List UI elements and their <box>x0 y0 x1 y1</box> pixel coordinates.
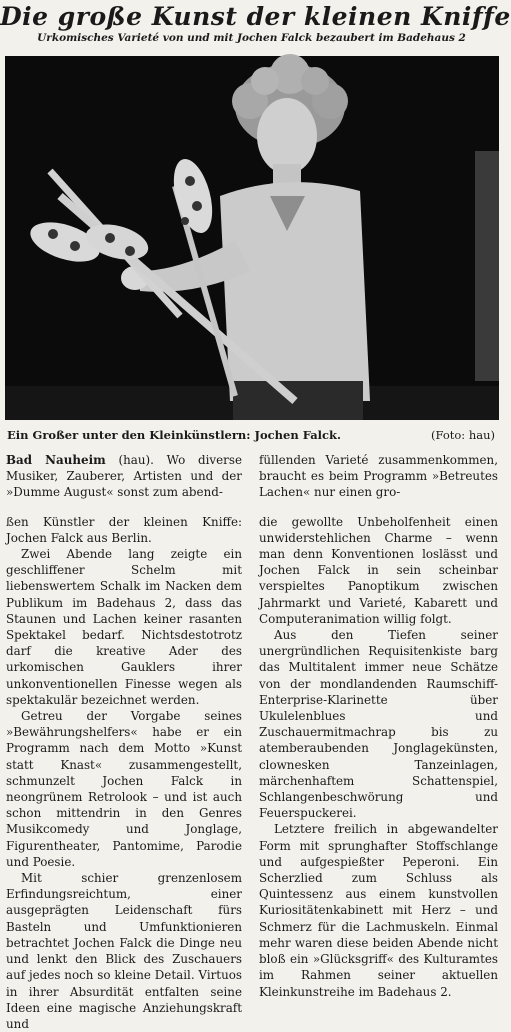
photo-caption <box>7 425 497 445</box>
subheadline: Urkomisches Varieté von und mit Jochen Falck bezaubert im Badehaus 2 <box>37 32 466 44</box>
caption-text: Ein Großer unter den Kleinkünstlern: Jochen Falck. <box>7 428 342 442</box>
lead-text: (hau). Wo diverse Musiker, Zauberer, Artisten und der »Dumme August« sonst zum abend- <box>6 453 242 500</box>
lead-paragraph-continued: füllenden Varieté zusammenkommen, braucht es beim Programm »Betreutes Lachen« nur einen gro- <box>259 453 498 500</box>
headline: Die große Kunst der kleinen Kniffe <box>0 2 511 31</box>
paragraph: Letztere freilich in abgewandelter Form mit sprunghafter Stoffschlange und aufgespießter Peperoni. Ein Scherzlied zum Schluss als Quintessenz aus einem kunstvollen Kuriositätenkabinett mit Herz – und Schmerz für die Lachmuskeln. Einmal mehr waren diese beiden Abende nicht bloß ein »Glücksgriff« des Kulturamtes im Rahmen seiner aktuellen Kleinkunstreihe im Badehaus 2. <box>259 822 498 999</box>
article-column-left <box>6 452 242 1031</box>
article-column-right <box>259 452 498 999</box>
paragraph: Getreu der Vorgabe seines »Bewährungshelfers« habe er ein Programm nach dem Motto »Kunst statt Knast« zusammengestellt, schmunzelt Jochen Falck in neongrünem Retrolook – und ist auch schon mittendrin in den Genres Musikcomedy und Jonglage, Figurentheater, Pantomime, Parodie und Poesie. <box>6 709 242 869</box>
paragraph: die gewollte Unbeholfenheit einen unwiderstehlichen Charme – wenn man denn Konventionen loslässt und Jochen Falck in sein scheinbar verspieltes Panoptikum zwischen Jahrmarkt und Varieté, Kabarett und Computeranimation willig folgt. <box>259 514 498 626</box>
juggler-photo-illustration <box>5 56 499 420</box>
paragraph: Zwei Abende lang zeigte ein geschliffener Schelm mit liebenswertem Schalk im Nacken dem Publikum im Badehaus 2, dass das Staunen und Lachen keiner rasanten Spektakel bedarf. Nichtsdestotrotz darf die kreative Ader des urkomischen Gauklers ihrer unkonventionellen Finesse wegen als spektakulär bezeichnet werden. <box>6 547 242 707</box>
dateline: Bad Nauheim <box>6 453 106 467</box>
photo-credit: (Foto: hau) <box>431 428 495 442</box>
lead-paragraph <box>6 452 242 501</box>
paragraph: ßen Künstler der kleinen Kniffe: Jochen Falck aus Berlin. <box>6 514 242 545</box>
article-photo <box>5 56 499 420</box>
paragraph: Aus den Tiefen seiner unergründlichen Requisitenkiste barg das Multitalent immer neue Schätze von der mondlandenden Raumschiff-Enterprise-Klarinette über Ukulelenblues und Zuschauermitmachrap bis zu atemberaubenden Jonglagekünsten, clownesken Tanzeinlagen, märchenhaftem Schattenspiel, Schlangenbeschwörung und Feuerspuckerei. <box>259 628 498 821</box>
paragraph: Mit schier grenzenlosem Erfindungsreichtum, einer ausgeprägten Leidenschaft fürs Basteln und Umfunktionieren betrachtet Jochen Falck die Dinge neu und lenkt den Blick des Zuschauers auf jedes noch so kleine Detail. Virtuos in ihrer Absurdität entfalten seine Ideen eine magische Anziehungskraft und <box>6 871 242 1031</box>
